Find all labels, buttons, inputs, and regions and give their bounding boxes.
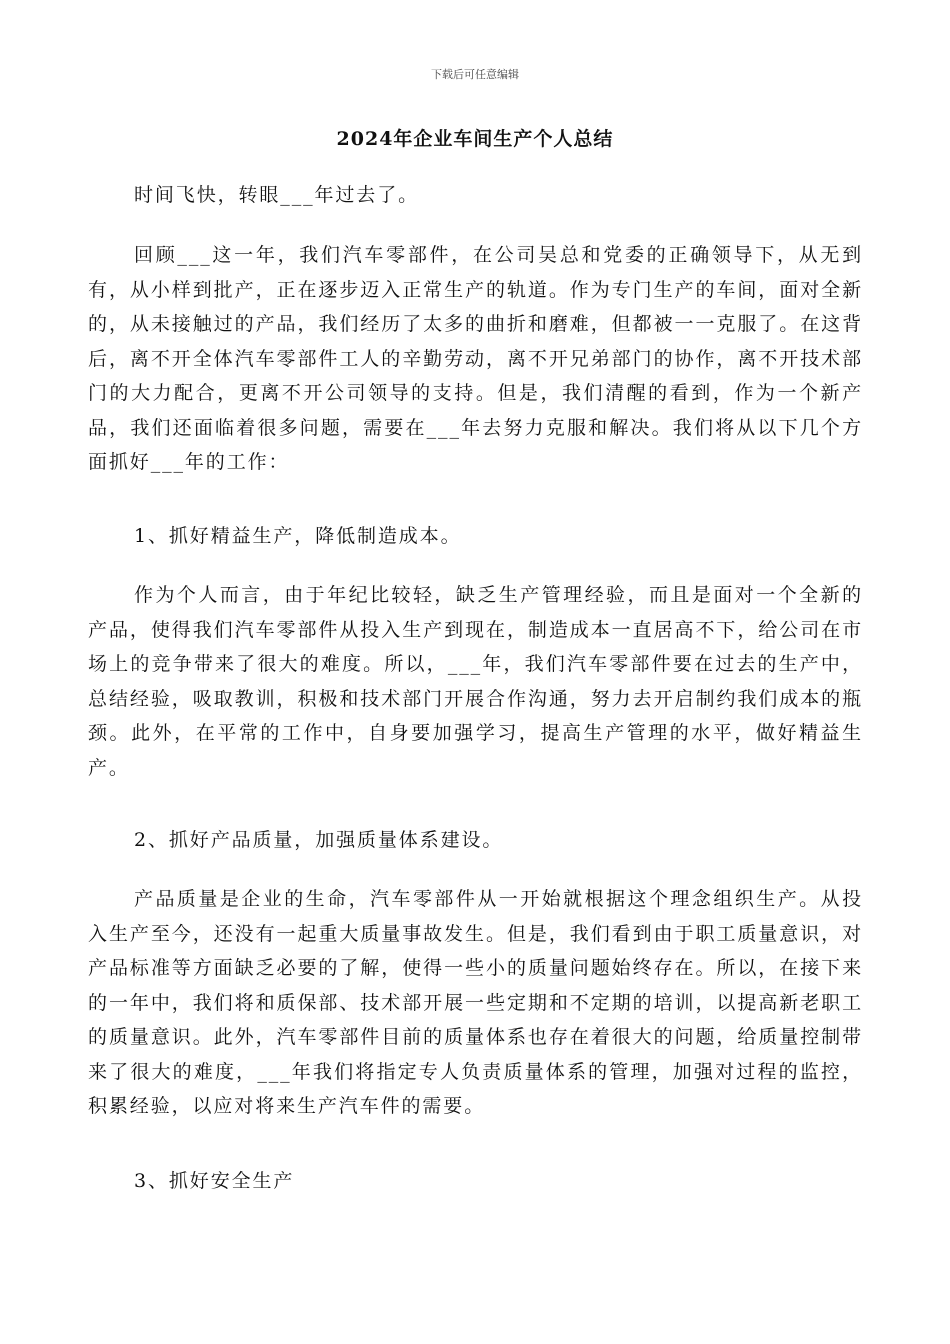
- paragraph-intro: 时间飞快，转眼___年过去了。: [134, 184, 420, 206]
- header-note: 下载后可任意编辑: [431, 68, 519, 81]
- paragraph-section-1: 作为个人而言，由于年纪比较轻，缺乏生产管理经验，而且是面对一个全新的产品，使得我们汽车零部件从投入生产到现在，制造成本一直居高不下，给公司在市场上的竞争带来了很大的难度。所以，___年，我们汽车零部件要在过去的生产中，总结经验，吸取教训，积极和技术部门开展合作沟通，努力去开启制约我们成本的瓶颈。此外，在平常的工作中，自身要加强学习，提高生产管理的水平，做好精益生产。: [88, 584, 863, 779]
- paragraph-review: 回顾___这一年，我们汽车零部件，在公司吴总和党委的正确领导下，从无到有，从小样到批产，正在逐步迈入正常生产的轨道。作为专门生产的车间，面对全新的，从未接触过的产品，我们经历了太多的曲折和磨难，但都被一一克服了。在这背后，离不开全体汽车零部件工人的辛勤劳动，离不开兄弟部门的协作，离不开技术部门的大力配合，更离不开公司领导的支持。但是，我们清醒的看到，作为一个新产品，我们还面临着很多问题，需要在___年去努力克服和解决。我们将从以下几个方面抓好___年的工作：: [88, 244, 863, 473]
- paragraph-section-2: 产品质量是企业的生命，汽车零部件从一开始就根据这个理念组织生产。从投入生产至今，还没有一起重大质量事故发生。但是，我们看到由于职工质量意识，对产品标准等方面缺乏必要的了解，使得一些小的质量问题始终存在。所以，在接下来的一年中，我们将和质保部、技术部开展一些定期和不定期的培训，以提高新老职工的质量意识。此外，汽车零部件目前的质量体系也存在着很大的问题，给质量控制带来了很大的难度，___年我们将指定专人负责质量体系的管理，加强对过程的监控，积累经验，以应对将来生产汽车件的需要。: [88, 888, 863, 1117]
- section-heading-2: 2、抓好产品质量，加强质量体系建设。: [134, 829, 504, 851]
- section-heading-1: 1、抓好精益生产，降低制造成本。: [134, 525, 462, 547]
- document-title: 2024年企业车间生产个人总结: [336, 128, 614, 150]
- section-heading-3: 3、抓好安全生产: [134, 1170, 295, 1192]
